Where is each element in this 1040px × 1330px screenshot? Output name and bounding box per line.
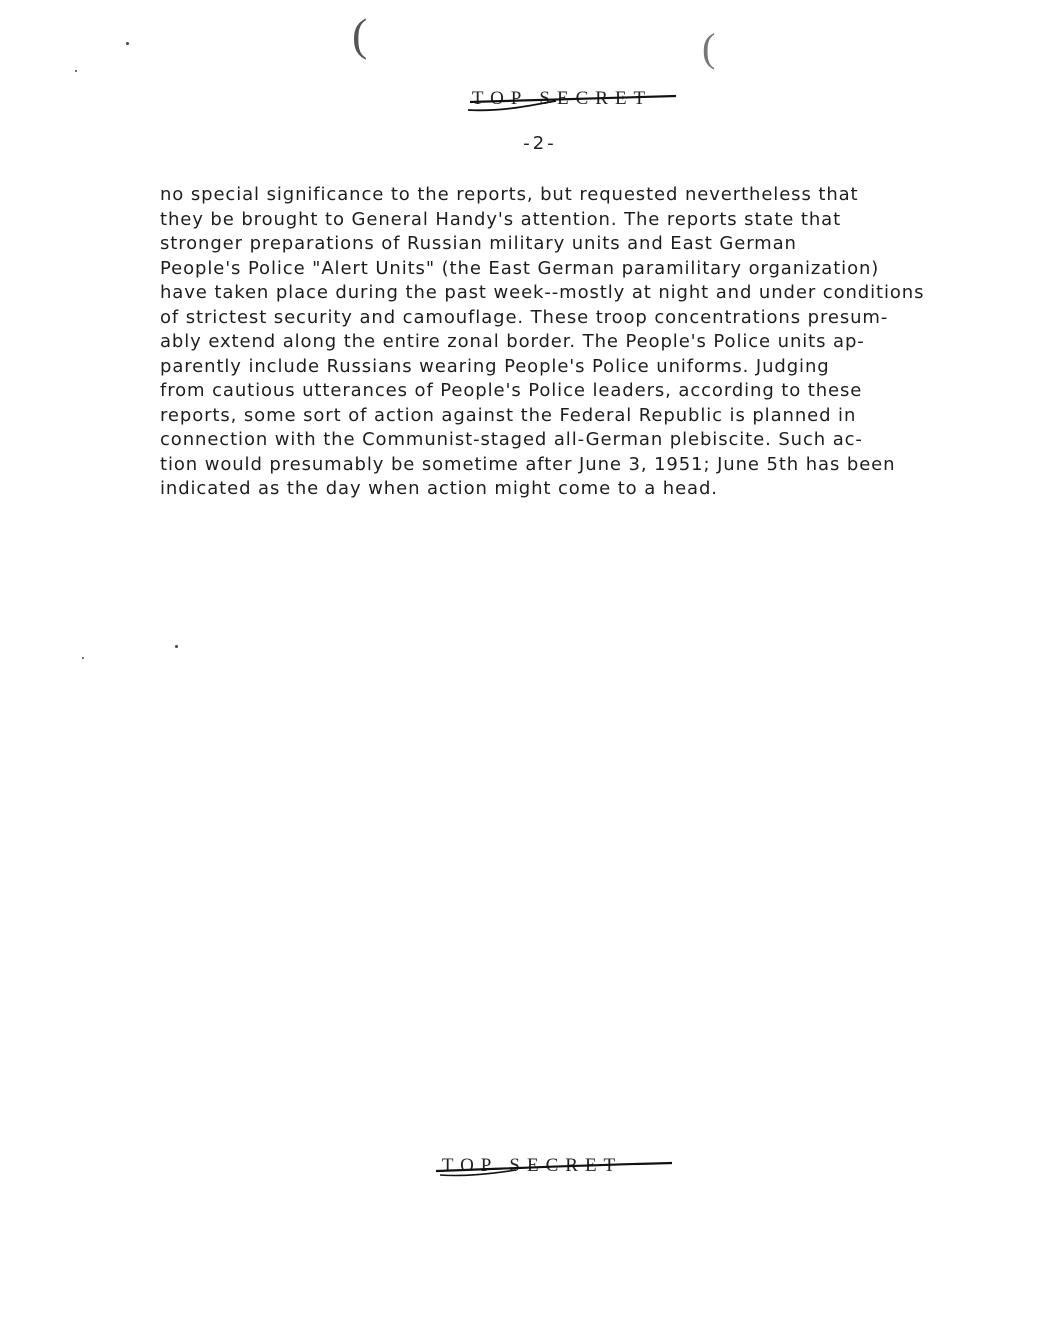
body-line: reports, some sort of action against the Federal Republic is planned in [160, 404, 857, 426]
strikethrough-mark [436, 1155, 666, 1183]
speck-2 [75, 70, 77, 72]
body-line: People's Police "Alert Units" (the East German paramilitary organization) [160, 257, 880, 279]
body-line: from cautious utterances of People's Police leaders, according to these [160, 380, 863, 401]
header-classification [0, 88, 1040, 110]
body-line: they be brought to General Handy's attention. The reports state that [160, 208, 842, 230]
speck-1 [126, 42, 129, 45]
body-paragraph [160, 183, 990, 502]
body-line: connection with the Communist-staged all-German plebiscite. Such ac- [160, 429, 863, 450]
body-line: stronger preparations of Russian military units and East German [160, 233, 797, 254]
body-line: parently include Russians wearing People's Police uniforms. Judging [160, 355, 830, 377]
page-number: -2- [523, 133, 557, 154]
body-line: indicated as the day when action might come to a head. [160, 478, 718, 499]
header-classification-stamp [472, 88, 652, 110]
body-line: have taken place during the past week--mostly at night and under conditions [160, 282, 925, 303]
footer-classification-stamp [442, 1155, 622, 1177]
speck-4 [82, 657, 84, 659]
strikethrough-mark [466, 88, 696, 116]
body-line: no special significance to the reports, but requested nevertheless that [160, 184, 859, 205]
footer-classification [0, 1155, 1040, 1177]
footer-classification-text: TOP SECRET [441, 1155, 623, 1176]
margin-mark-right: ( [702, 25, 716, 70]
margin-mark-left: ( [352, 9, 368, 60]
speck-3 [175, 645, 178, 648]
body-line: ably extend along the entire zonal border. The People's Police units ap- [160, 331, 865, 352]
body-line: tion would presumably be sometime after June 3, 1951; June 5th has been [160, 453, 896, 475]
body-line: of strictest security and camouflage. These troop concentrations presum- [160, 306, 889, 328]
header-classification-text: TOP SECRET [471, 88, 653, 109]
